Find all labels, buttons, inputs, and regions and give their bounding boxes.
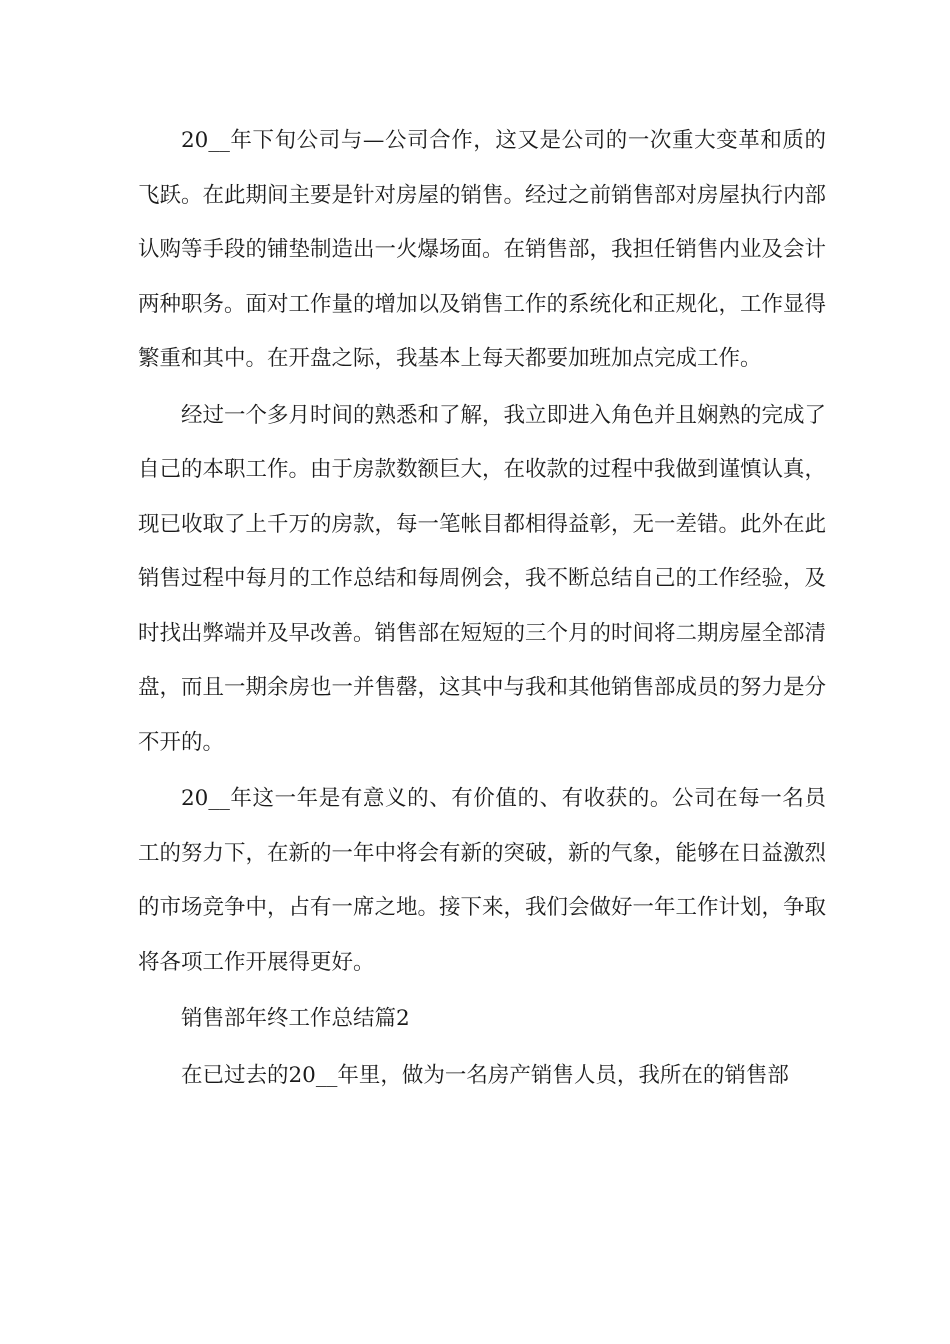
paragraph-2: 经过一个多月时间的熟悉和了解，我立即进入角色并且娴熟的完成了自己的本职工作。由于房款数额巨大，在收款的过程中我做到谨慎认真，现已收取了上千万的房款，每一笔帐目都相得益彰，无一差错。此外在此销售过程中每月的工作总结和每周例会，我不断总结自己的工作经验，及时找出弊端并及早改善。销售部在短短的三个月的时间将二期房屋全部清盘，而且一期余房也一并售罄，这其中与我和其他销售部成员的努力是分不开的。 bbox=[138, 402, 827, 755]
paragraph-1: 20__年下旬公司与—公司合作，这又是公司的一次重大变革和质的飞跃。在此期间主要是针对房屋的销售。经过之前销售部对房屋执行内部认购等手段的铺垫制造出一火爆场面。在销售部，我担任销售内业及会计两种职务。面对工作量的增加以及销售工作的系统化和正规化，工作显得繁重和其中。在开盘之际，我基本上每天都要加班加点完成工作。 bbox=[138, 128, 827, 371]
section-heading: 销售部年终工作总结篇2 bbox=[181, 1006, 410, 1031]
paragraph-3: 20__年这一年是有意义的、有价值的、有收获的。公司在每一名员工的努力下，在新的一年中将会有新的突破，新的气象，能够在日益激烈的市场竞争中，占有一席之地。接下来，我们会做好一年工作计划，争取将各项工作开展得更好。 bbox=[138, 786, 827, 975]
document-body bbox=[138, 114, 826, 1105]
paragraph-4: 在已过去的20__年里，做为一名房产销售人员，我所在的销售部 bbox=[181, 1062, 789, 1088]
